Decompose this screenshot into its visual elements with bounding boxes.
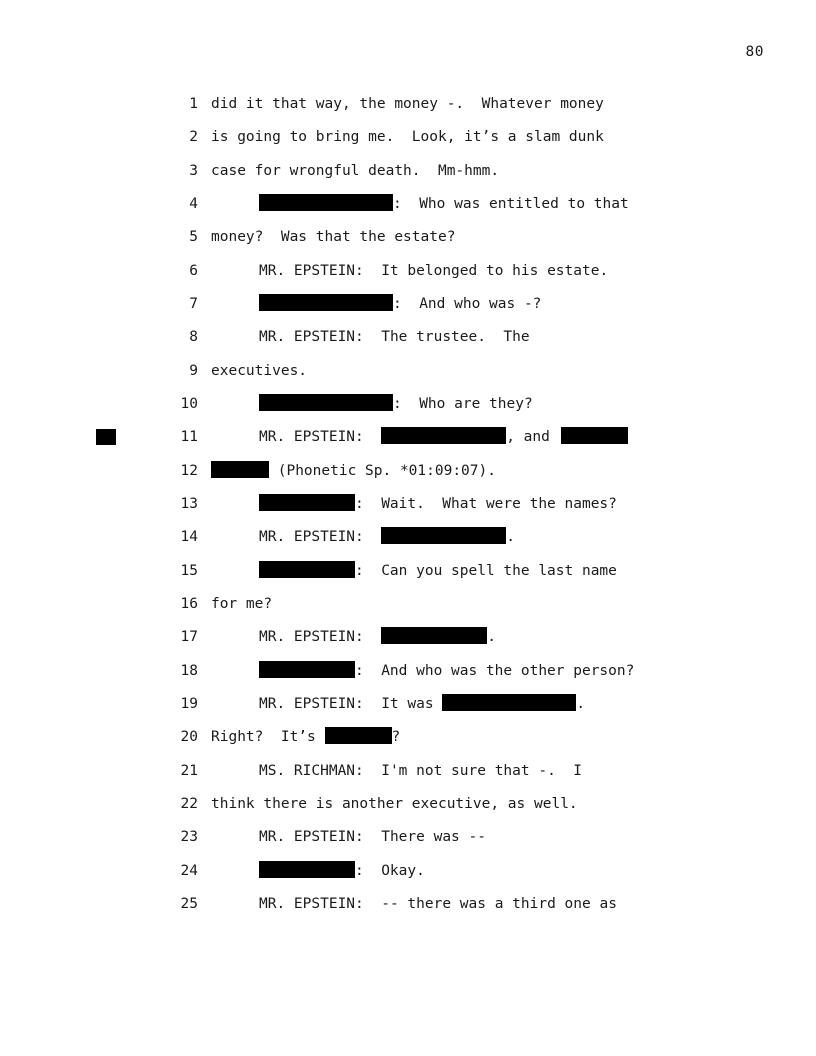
line-number: 23 — [180, 829, 198, 845]
redaction-box — [561, 427, 628, 444]
line-number: 3 — [189, 163, 198, 179]
redaction-box — [259, 561, 355, 578]
line-number: 5 — [189, 229, 198, 245]
line-text-segment: MR. EPSTEIN: It was — [259, 696, 443, 712]
line-text-segment: ? — [391, 729, 401, 745]
line-text-segment: : Wait. What were the names? — [355, 496, 617, 512]
line-number: 19 — [180, 696, 198, 712]
line-text — [211, 461, 496, 481]
line-text — [259, 294, 541, 314]
line-number: 11 — [180, 429, 198, 445]
redaction-box — [259, 394, 393, 411]
line-number: 7 — [189, 296, 198, 312]
line-text — [211, 727, 400, 747]
line-text-segment: : Who are they? — [393, 396, 533, 412]
line-text — [259, 561, 617, 581]
line-number: 8 — [189, 329, 198, 345]
line-text-segment: : Can you spell the last name — [355, 563, 617, 579]
line-number: 17 — [180, 629, 198, 645]
line-text: MS. RICHMAN: I'm not sure that -. I — [259, 763, 583, 779]
line-number: 12 — [180, 463, 198, 479]
redaction-box — [381, 627, 487, 644]
line-text — [259, 427, 628, 447]
line-text — [259, 861, 425, 881]
line-text: MR. EPSTEIN: It belonged to his estate. — [259, 263, 609, 279]
line-text-segment: . — [487, 629, 496, 645]
line-text: is going to bring me. Look, it’s a slam dunk — [211, 129, 604, 145]
line-number: 6 — [189, 263, 198, 279]
line-number: 2 — [189, 129, 198, 145]
line-text-segment: , and — [506, 429, 559, 445]
line-text — [259, 494, 617, 514]
line-text: for me? — [211, 596, 273, 612]
redaction-box — [325, 727, 392, 744]
line-text-segment: MR. EPSTEIN: — [259, 429, 382, 445]
line-text — [259, 394, 533, 414]
line-text — [259, 194, 629, 214]
line-text-segment: MR. EPSTEIN: — [259, 529, 382, 545]
redaction-box — [381, 427, 506, 444]
line-text — [259, 627, 496, 647]
line-number: 20 — [180, 729, 198, 745]
line-text — [259, 527, 515, 547]
line-text — [259, 694, 585, 714]
line-text-segment: . — [506, 529, 515, 545]
line-number: 16 — [180, 596, 198, 612]
redaction-box — [259, 494, 355, 511]
line-text-segment: : And who was -? — [393, 296, 542, 312]
redaction-box — [259, 194, 393, 211]
redaction-box — [259, 861, 355, 878]
line-number: 9 — [189, 363, 198, 379]
redaction-box — [259, 294, 393, 311]
line-text: case for wrongful death. Mm-hmm. — [211, 163, 500, 179]
line-text-segment: (Phonetic Sp. *01:09:07). — [269, 463, 496, 479]
line-text-segment: : Okay. — [355, 863, 425, 879]
redaction-box — [381, 527, 506, 544]
line-text: think there is another executive, as well. — [211, 796, 578, 812]
redaction-box — [442, 694, 576, 711]
margin-redaction-mark — [96, 429, 116, 445]
line-text: executives. — [211, 363, 308, 379]
line-text-segment: : Who was entitled to that — [393, 196, 629, 212]
line-number: 10 — [180, 396, 198, 412]
line-text-segment: : And who was the other person? — [355, 663, 635, 679]
line-text — [259, 661, 634, 681]
redaction-box — [259, 661, 355, 678]
line-number: 21 — [180, 763, 198, 779]
page-number: 80 — [745, 44, 764, 60]
line-number: 4 — [189, 196, 198, 212]
line-text: MR. EPSTEIN: There was -- — [259, 829, 486, 845]
line-number: 24 — [180, 863, 198, 879]
line-text-segment: Right? It’s — [211, 729, 325, 745]
line-text: money? Was that the estate? — [211, 229, 456, 245]
line-text: MR. EPSTEIN: The trustee. The — [259, 329, 530, 345]
redaction-box — [211, 461, 269, 478]
line-text: did it that way, the money -. Whatever money — [211, 96, 604, 112]
line-text-segment: . — [576, 696, 586, 712]
line-number: 15 — [180, 563, 198, 579]
line-number: 25 — [180, 896, 198, 912]
line-number: 22 — [180, 796, 198, 812]
line-number: 14 — [180, 529, 198, 545]
line-number: 1 — [189, 96, 198, 112]
line-number: 18 — [180, 663, 198, 679]
line-text-segment: MR. EPSTEIN: — [259, 629, 382, 645]
line-number: 13 — [180, 496, 198, 512]
line-text: MR. EPSTEIN: -- there was a third one as — [259, 896, 617, 912]
